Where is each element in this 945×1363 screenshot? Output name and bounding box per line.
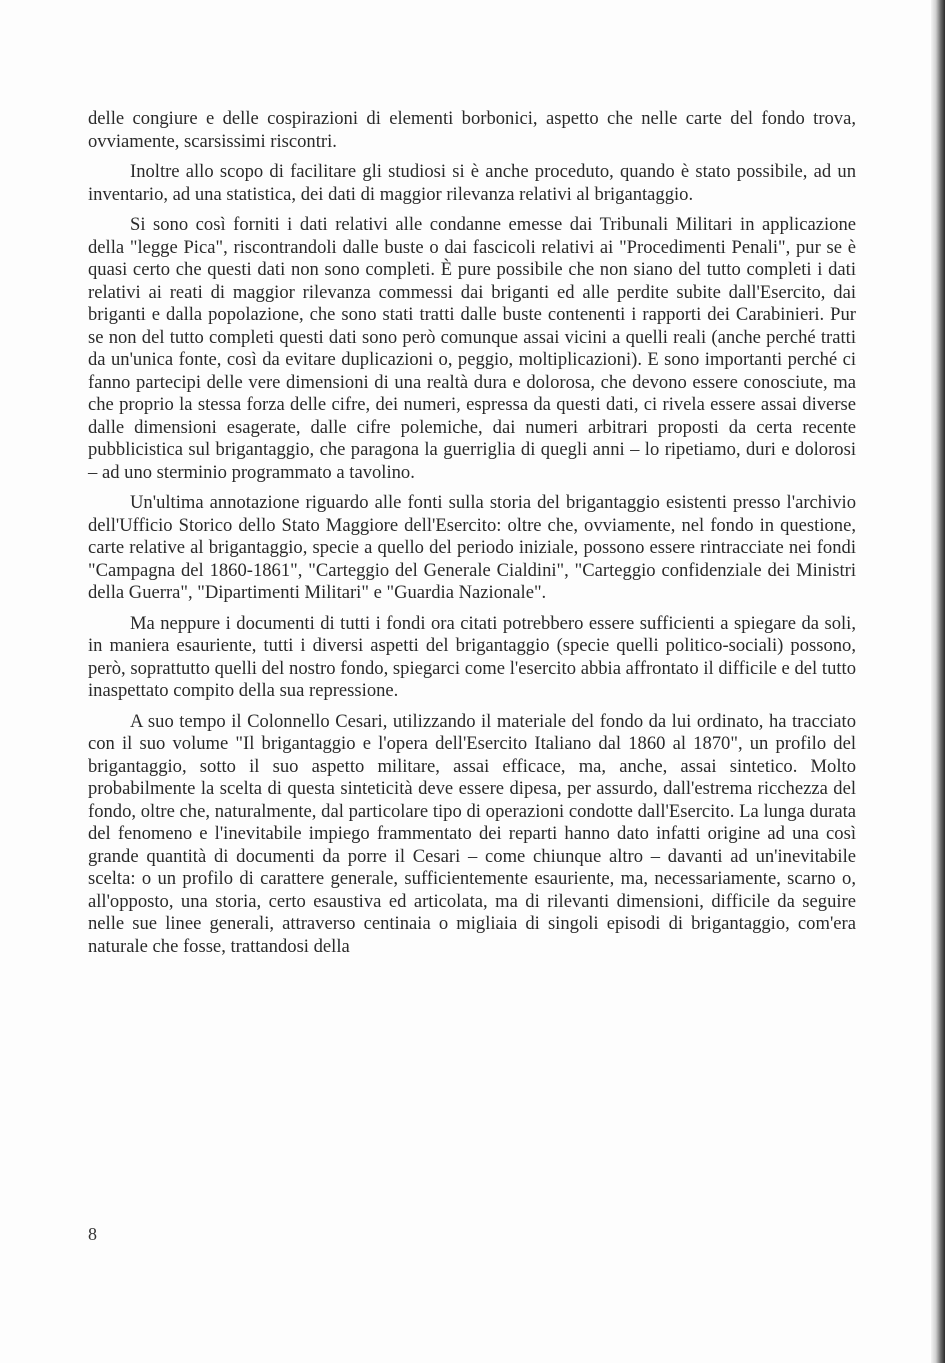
paragraph: Un'ultima annotazione riguardo alle fonti sulla storia del brigantaggio esistenti presso l'archivio dell'Ufficio Storico dello Stato Maggiore dell'Esercito: oltre che, ovviamente, nel fondo in questione, carte relative al brigantaggio, specie a quello del periodo iniziale, possono essere rintracciate nei fondi "Campagna del 1860-1861", "Carteggio del Generale Cialdini", "Carteggio confidenziale dei Ministri della Guerra", "Dipartimenti Militari" e "Guardia Nazionale".: [88, 492, 856, 603]
paragraph: Si sono così forniti i dati relativi alle condanne emesse dai Tribunali Militari in applicazione della "legge Pica", riscontrandoli dalle buste o dai fascicoli relativi ai "Procedimenti Penali", pur se è quasi certo che questi dati non sono completi. È pure possibile che non siano del tutto completi i dati relativi ai reati di maggior rilevanza commessi dai briganti ed alle perdite subite dall'Esercito, dai briganti e dalla popolazione, che sono stati tratti dalle buste contenenti i rapporti dei Carabinieri. Pur se non del tutto completi questi dati sono però comunque assai vicini a quelli reali (anche perché tratti da un'unica fonte, così da evitare duplicazioni o, peggio, moltiplicazioni). E sono importanti perché ci fanno partecipi delle vere dimensioni di una realtà dura e dolorosa, che devono essere conosciute, ma che proprio la stessa forza delle cifre, dei numeri, espressa da questi dati, ci rivela essere assai diverse dalle dimensioni esagerate, dalle cifre polemiche, dai numeri arbitrari proposti da certa recente pubblicistica sul brigantaggio, che paragona la guerriglia di quegli anni – lo ripetiamo, duri e dolorosi – ad uno sterminio programmato a tavolino.: [88, 214, 856, 483]
page-number: 8: [88, 1224, 97, 1244]
paragraph: Ma neppure i documenti di tutti i fondi ora citati potrebbero essere sufficienti a spiegare da soli, in maniera esauriente, tutti i diversi aspetti del brigantaggio (specie quelli politico-sociali) possono, però, soprattutto quelli del nostro fondo, spiegarci come l'esercito abbia affrontato il difficile e del tutto inaspettato compito della sua repressione.: [88, 612, 856, 701]
paragraph: A suo tempo il Colonnello Cesari, utilizzando il materiale del fondo da lui ordinato, ha tracciato con il suo volume "Il brigantaggio e l'opera dell'Esercito Italiano dal 1860 al 1870", un profilo del brigantaggio, sotto il suo aspetto militare, assai efficace, ma, anche, assai sintetico. Molto probabilmente la scelta di questa sinteticità deve essere dipesa, per assurdo, dall'estrema ricchezza del fondo, oltre che, naturalmente, dal particolare tipo di operazioni condotte dall'Esercito. La lunga durata del fenomeno e l'inevitabile impiego frammentato dei reparti hanno dato infatti origine ad una così grande quantità di documenti da porre il Cesari – come chiunque altro – davanti ad un'inevitabile scelta: o un profilo di carattere generale, sufficientemente esauriente, ma, necessariamente, scarno o, all'opposto, una storia, certo esaustiva ed articolata, ma di rilevanti dimensioni, difficile da seguire nelle sue linee generali, attraverso centinaia o migliaia di singoli episodi di brigantaggio, com'era naturale che fosse, trattandosi della: [88, 710, 856, 957]
binding-shadow: [931, 0, 945, 1363]
paragraph-continuation: delle congiure e delle cospirazioni di elementi borbonici, aspetto che nelle carte del fondo trova, ovviamente, scarsissimi riscontri.: [88, 108, 856, 152]
paragraph: Inoltre allo scopo di facilitare gli studiosi si è anche proceduto, quando è stato possibile, ad un inventario, ad una statistica, dei dati di maggior rilevanza relativi al brigantaggio.: [88, 161, 856, 205]
body-text: [88, 108, 856, 966]
